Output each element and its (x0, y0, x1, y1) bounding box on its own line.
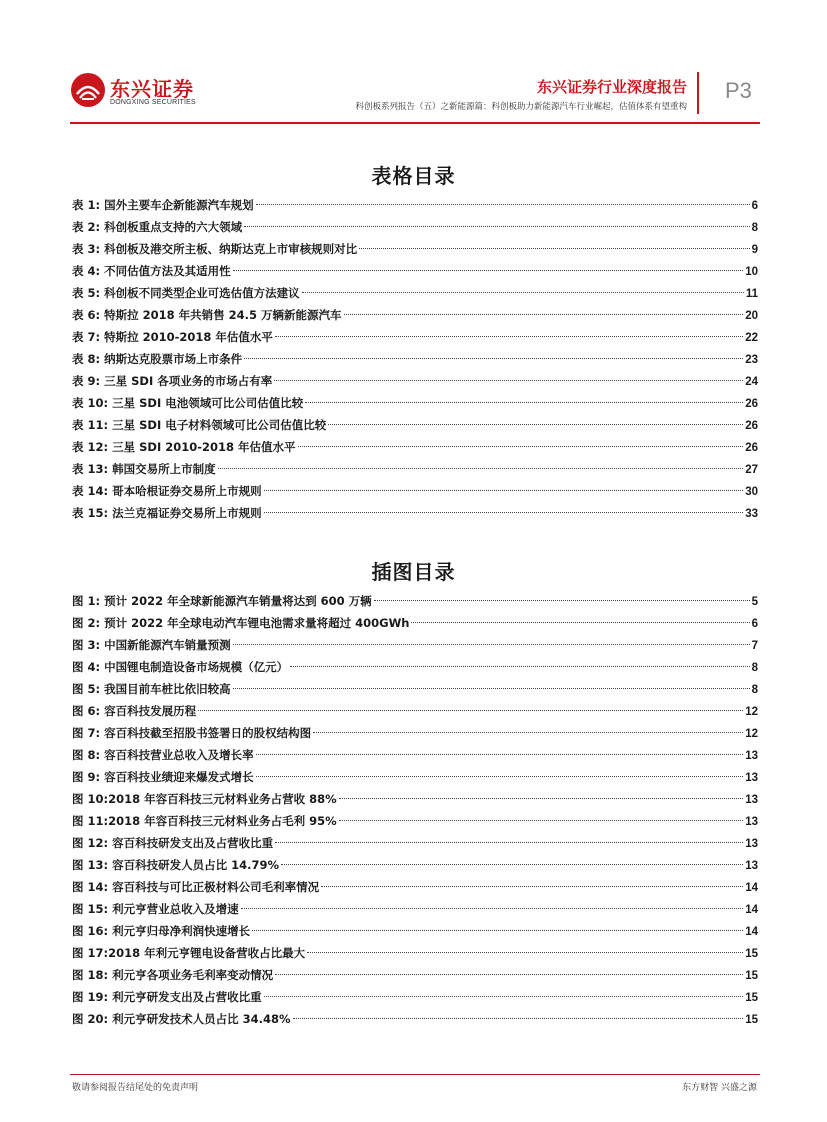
toc-dot-leader (275, 974, 743, 975)
toc-dot-leader (321, 886, 743, 887)
toc-entry-label: 表 9: 三星 SDI 各项业务的市场占有率 (72, 374, 273, 388)
table-toc-entry[interactable] (72, 216, 758, 238)
toc-entry-page: 23 (745, 354, 758, 366)
logo-mark-icon (70, 72, 106, 108)
toc-dot-leader (359, 248, 749, 249)
figure-toc-entry[interactable] (72, 634, 758, 656)
toc-entry-page: 14 (745, 882, 758, 894)
table-toc-entry[interactable] (72, 502, 758, 524)
toc-entry-label: 图 18: 利元亨各项业务毛利率变动情况 (72, 968, 274, 982)
table-toc-entry[interactable] (72, 480, 758, 502)
toc-entry-page: 8 (751, 684, 758, 696)
toc-entry-page: 11 (745, 288, 758, 300)
toc-entry-page: 22 (745, 332, 758, 344)
toc-entry-label: 表 6: 特斯拉 2018 年共销售 24.5 万辆新能源汽车 (72, 308, 342, 322)
toc-dot-leader (302, 292, 744, 293)
toc-dot-leader (218, 468, 744, 469)
toc-entry-label: 表 13: 韩国交易所上市制度 (72, 462, 216, 476)
toc-entry-page: 30 (745, 486, 758, 498)
toc-entry-label: 表 2: 科创板重点支持的六大领域 (72, 220, 243, 234)
footer-disclaimer-note: 敬请参阅报告结尾处的免责声明 (72, 1083, 199, 1093)
toc-entry-label: 表 3: 科创板及港交所主板、纳斯达克上市审核规则对比 (72, 242, 358, 256)
toc-dot-leader (307, 952, 743, 953)
toc-dot-leader (244, 358, 743, 359)
toc-entry-label: 图 17:2018 年利元亨锂电设备营收占比最大 (72, 946, 306, 960)
table-toc-entry[interactable] (72, 194, 758, 216)
figure-toc-entry[interactable] (72, 766, 758, 788)
table-toc-entry[interactable] (72, 370, 758, 392)
toc-dot-leader (252, 930, 743, 931)
footer-rule (70, 1074, 760, 1075)
toc-entry-label: 图 5: 我国目前车桩比依旧较高 (72, 682, 231, 696)
figure-toc-entry[interactable] (72, 590, 758, 612)
toc-entry-label: 图 6: 容百科技发展历程 (72, 704, 197, 718)
toc-dot-leader (233, 688, 750, 689)
toc-dot-leader (198, 710, 743, 711)
table-toc-entry[interactable] (72, 458, 758, 480)
figure-toc-entry[interactable] (72, 744, 758, 766)
table-toc-entry[interactable] (72, 304, 758, 326)
toc-dot-leader (344, 314, 744, 315)
table-toc-entry[interactable] (72, 348, 758, 370)
toc-entry-page: 9 (751, 244, 758, 256)
header-rule (70, 122, 760, 124)
toc-entry-label: 图 11:2018 年容百科技三元材料业务占毛利 95% (72, 814, 337, 828)
toc-entry-label: 表 11: 三星 SDI 电子材料领域可比公司估值比较 (72, 418, 327, 432)
toc-dot-leader (275, 842, 743, 843)
report-subtitle: 科创板系列报告（五）之新能源篇：科创板助力新能源汽车行业崛起，估值体系有望重构 (355, 102, 687, 112)
toc-entry-label: 图 4: 中国锂电制造设备市场规模（亿元） (72, 660, 289, 674)
toc-dot-leader (256, 754, 744, 755)
toc-entry-label: 表 5: 科创板不同类型企业可选估值方法建议 (72, 286, 300, 300)
figure-toc-entry[interactable] (72, 964, 758, 986)
toc-entry-label: 图 7: 容百科技截至招股书签署日的股权结构图 (72, 726, 312, 740)
toc-dot-leader (411, 622, 749, 623)
table-toc-entry[interactable] (72, 260, 758, 282)
toc-dot-leader (264, 490, 744, 491)
toc-dot-leader (298, 446, 744, 447)
figure-toc-entry[interactable] (72, 854, 758, 876)
page-number: P3 (725, 78, 752, 103)
toc-entry-page: 8 (751, 662, 758, 674)
toc-dot-leader (264, 512, 744, 513)
header-divider (697, 72, 699, 114)
figures-toc-list (72, 590, 758, 1030)
toc-dot-leader (275, 336, 743, 337)
figure-toc-entry[interactable] (72, 1008, 758, 1030)
report-type-title: 东兴证券行业深度报告 (536, 78, 687, 96)
table-toc-entry[interactable] (72, 282, 758, 304)
toc-entry-label: 表 15: 法兰克福证券交易所上市规则 (72, 506, 262, 520)
toc-dot-leader (328, 424, 743, 425)
toc-dot-leader (339, 820, 744, 821)
toc-entry-label: 表 7: 特斯拉 2010-2018 年估值水平 (72, 330, 273, 344)
toc-dot-leader (374, 600, 750, 601)
table-toc-entry[interactable] (72, 436, 758, 458)
toc-entry-page: 5 (751, 596, 758, 608)
table-toc-entry[interactable] (72, 414, 758, 436)
toc-entry-label: 表 4: 不同估值方法及其适用性 (72, 264, 231, 278)
toc-dot-leader (339, 798, 744, 799)
table-toc-entry[interactable] (72, 392, 758, 414)
toc-entry-page: 12 (745, 706, 758, 718)
toc-entry-label: 图 20: 利元亨研发技术人员占比 34.48% (72, 1012, 291, 1026)
tables-toc-title: 表格目录 (371, 164, 456, 188)
toc-dot-leader (281, 864, 743, 865)
toc-entry-label: 图 16: 利元亨归母净利润快速增长 (72, 924, 251, 938)
toc-entry-page: 26 (745, 398, 758, 410)
figure-toc-entry[interactable] (72, 678, 758, 700)
toc-entry-page: 15 (745, 1014, 758, 1026)
toc-entry-page: 13 (745, 860, 758, 872)
toc-entry-page: 33 (745, 508, 758, 520)
toc-entry-label: 表 12: 三星 SDI 2010-2018 年估值水平 (72, 440, 296, 454)
table-toc-entry[interactable] (72, 326, 758, 348)
toc-dot-leader (313, 732, 743, 733)
toc-entry-page: 15 (745, 992, 758, 1004)
toc-entry-page: 15 (745, 970, 758, 982)
toc-entry-page: 13 (745, 838, 758, 850)
table-toc-entry[interactable] (72, 238, 758, 260)
figure-toc-entry[interactable] (72, 656, 758, 678)
figure-toc-entry[interactable] (72, 898, 758, 920)
toc-entry-label: 图 13: 容百科技研发人员占比 14.79% (72, 858, 280, 872)
figure-toc-entry[interactable] (72, 612, 758, 634)
toc-dot-leader (264, 996, 744, 997)
figure-toc-entry[interactable] (72, 722, 758, 744)
toc-entry-page: 13 (745, 750, 758, 762)
tables-toc-list (72, 194, 758, 524)
toc-entry-page: 6 (751, 200, 758, 212)
toc-entry-page: 13 (745, 794, 758, 806)
figure-toc-entry[interactable] (72, 942, 758, 964)
company-logo (70, 72, 200, 112)
toc-dot-leader (241, 908, 744, 909)
toc-dot-leader (290, 666, 749, 667)
toc-entry-label: 图 9: 容百科技业绩迎来爆发式增长 (72, 770, 254, 784)
toc-entry-label: 图 19: 利元亨研发支出及占营收比重 (72, 990, 262, 1004)
logo-english-name: DONGXING SECURITIES (110, 99, 196, 106)
figure-toc-entry[interactable] (72, 810, 758, 832)
toc-entry-label: 图 1: 预计 2022 年全球新能源汽车销量将达到 600 万辆 (72, 594, 372, 608)
footer-slogan: 东方财智 兴盛之源 (682, 1083, 757, 1093)
figure-toc-entry[interactable] (72, 920, 758, 942)
toc-entry-label: 图 15: 利元亨营业总收入及增速 (72, 902, 239, 916)
figures-toc-title: 插图目录 (371, 560, 456, 584)
toc-entry-page: 6 (751, 618, 758, 630)
toc-dot-leader (293, 1018, 744, 1019)
figure-toc-entry[interactable] (72, 700, 758, 722)
toc-entry-page: 13 (745, 816, 758, 828)
toc-entry-page: 26 (745, 420, 758, 432)
toc-entry-label: 图 2: 预计 2022 年全球电动汽车锂电池需求量将超过 400GWh (72, 616, 410, 630)
figure-toc-entry[interactable] (72, 788, 758, 810)
toc-dot-leader (305, 402, 743, 403)
toc-dot-leader (233, 644, 750, 645)
toc-entry-label: 表 10: 三星 SDI 电池领域可比公司估值比较 (72, 396, 304, 410)
toc-dot-leader (256, 204, 750, 205)
toc-entry-page: 24 (745, 376, 758, 388)
toc-entry-page: 15 (745, 948, 758, 960)
toc-entry-page: 13 (745, 772, 758, 784)
toc-entry-page: 26 (745, 442, 758, 454)
figure-toc-entry[interactable] (72, 876, 758, 898)
toc-entry-label: 表 1: 国外主要车企新能源汽车规划 (72, 198, 254, 212)
toc-entry-label: 图 10:2018 年容百科技三元材料业务占营收 88% (72, 792, 337, 806)
toc-entry-page: 7 (751, 640, 758, 652)
toc-entry-page: 10 (745, 266, 758, 278)
toc-dot-leader (244, 226, 749, 227)
toc-dot-leader (256, 776, 744, 777)
toc-entry-label: 表 14: 哥本哈根证券交易所上市规则 (72, 484, 262, 498)
figure-toc-entry[interactable] (72, 986, 758, 1008)
toc-entry-label: 图 8: 容百科技营业总收入及增长率 (72, 748, 254, 762)
toc-entry-page: 12 (745, 728, 758, 740)
toc-dot-leader (274, 380, 743, 381)
logo-chinese-name: 东兴证券 (110, 77, 194, 101)
toc-entry-page: 14 (745, 904, 758, 916)
figure-toc-entry[interactable] (72, 832, 758, 854)
toc-entry-label: 表 8: 纳斯达克股票市场上市条件 (72, 352, 243, 366)
toc-entry-label: 图 12: 容百科技研发支出及占营收比重 (72, 836, 274, 850)
toc-entry-page: 8 (751, 222, 758, 234)
toc-entry-page: 14 (745, 926, 758, 938)
toc-entry-page: 27 (745, 464, 758, 476)
toc-entry-label: 图 14: 容百科技与可比正极材料公司毛利率情况 (72, 880, 320, 894)
toc-dot-leader (233, 270, 744, 271)
toc-entry-page: 20 (745, 310, 758, 322)
toc-entry-label: 图 3: 中国新能源汽车销量预测 (72, 638, 231, 652)
